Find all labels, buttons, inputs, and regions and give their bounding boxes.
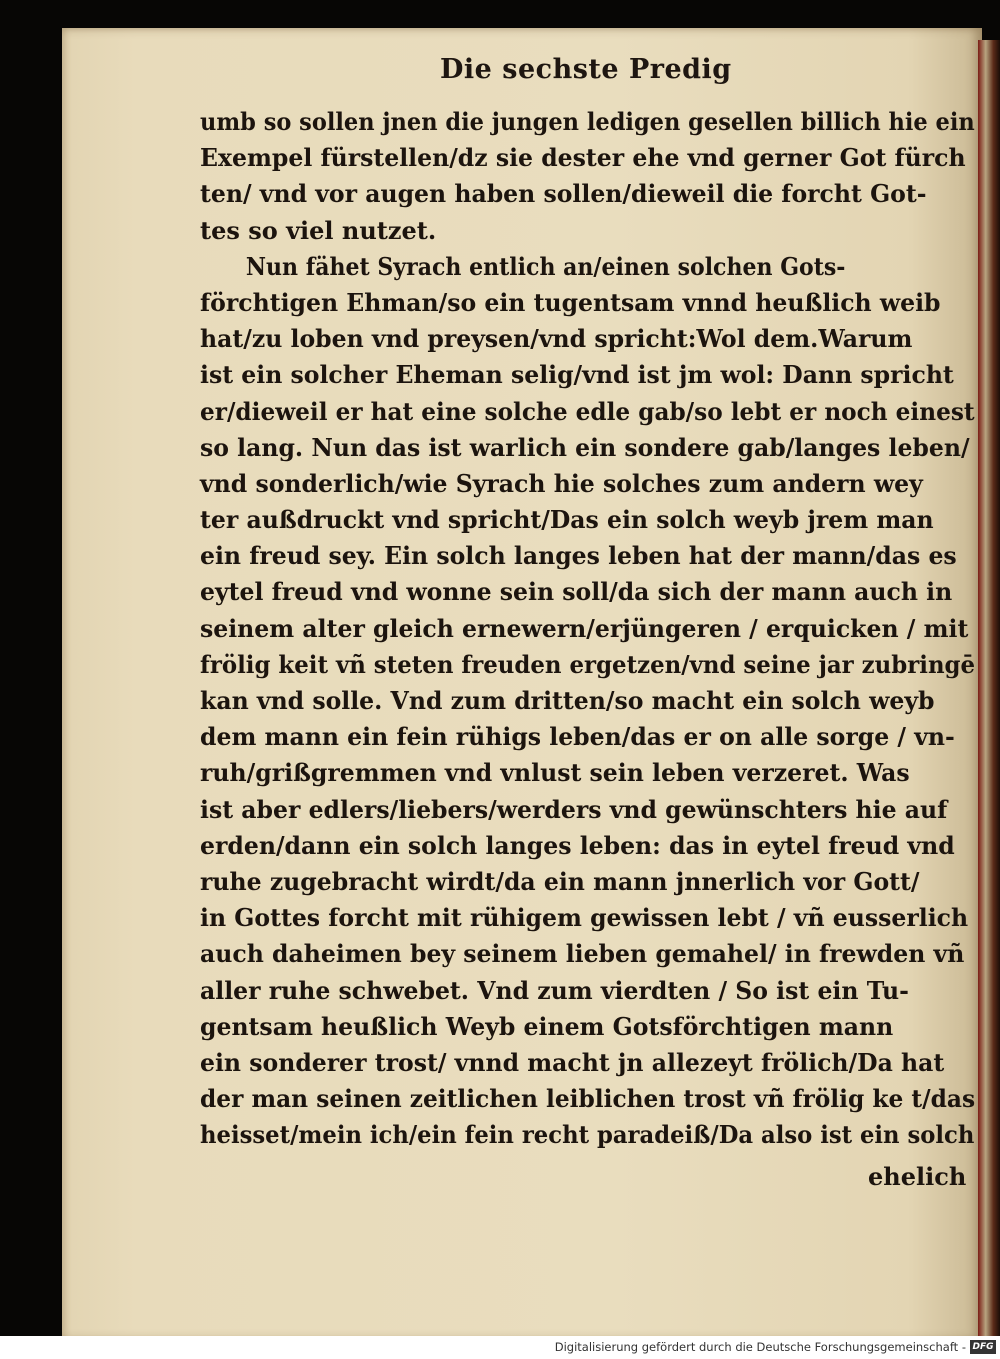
text-line: ter außdruckt vnd spricht/Das ein solch weyb jrem man	[200, 505, 934, 535]
text-line: Nun fähet Syrach entlich an/einen solchen Gots-	[245, 251, 846, 281]
text-line: seinem alter gleich ernewern/erjüngeren / erquicken / mit	[200, 613, 969, 643]
text-line: förchtigen Ehman/so ein tugentsam vnnd heußlich weib	[200, 287, 941, 317]
text-line: Exempel fürstellen/dz sie dester ehe vnd gerner Got fürch	[200, 143, 966, 173]
text-line: er/dieweil er hat eine solche edle gab/so lebt er noch einest	[200, 396, 975, 426]
footer-bar	[0, 1336, 1000, 1359]
funding-credit: Digitalisierung gefördert durch die Deutsche Forschungsgemeinschaft -	[554, 1340, 966, 1354]
text-line: in Gottes forcht mit rühigem gewissen lebt / vñ eusserlich	[200, 903, 969, 933]
text-line: aller ruhe schwebet. Vnd zum vierdten / So ist ein Tu-	[200, 975, 909, 1005]
text-line: erden/dann ein solch langes leben: das in eytel freud vnd	[200, 830, 955, 860]
text-line: kan vnd solle. Vnd zum dritten/so macht ein solch weyb	[200, 686, 935, 715]
text-line: ist ein solcher Eheman selig/vnd ist jm wol: Dann spricht	[200, 360, 954, 390]
text-line: vnd sonderlich/wie Syrach hie solches zum andern wey	[200, 468, 923, 498]
text-line: ruh/grißgremmen vnd vnlust sein leben verzeret. Was	[200, 758, 910, 788]
dfg-logo: DFG	[970, 1340, 996, 1354]
text-line: umb so sollen jnen die jungen ledigen gesellen billich hie ein	[200, 107, 975, 136]
text-line: auch daheimen bey seinem lieben gemahel/ in frewden vñ	[200, 939, 965, 969]
text-line: ruhe zugebracht wirdt/da ein mann jnnerlich vor Gott/	[200, 866, 920, 896]
text-line: ist aber edlers/liebers/werders vnd gewünschters hie auf	[200, 794, 948, 824]
text-line: dem mann ein fein rühigs leben/das er on alle sorge / vn-	[200, 722, 955, 752]
text-line: gentsam heußlich Weyb einem Gotsförchtigen mann	[200, 1011, 894, 1041]
text-line: der man seinen zeitlichen leiblichen trost vñ frölig ke t/das	[200, 1084, 976, 1114]
catchword: ehelich	[868, 1162, 967, 1191]
body-text	[200, 104, 990, 1153]
text-line: eytel freud vnd wonne sein soll/da sich der mann auch in	[200, 577, 953, 607]
text-line: ten/ vnd vor augen haben sollen/dieweil die forcht Got-	[200, 179, 927, 209]
text-line: frölig keit vñ steten freuden ergetzen/vnd seine jar zubringē	[200, 649, 976, 679]
text-line: so lang. Nun das ist warlich ein sondere gab/langes leben/	[200, 432, 970, 462]
text-line: ein freud sey. Ein solch langes leben hat der mann/das es	[200, 541, 957, 571]
text-line: hat/zu loben vnd preysen/vnd spricht:Wol dem.Warum	[200, 324, 913, 354]
text-line: ein sonderer trost/ vnnd macht jn allezeyt frölich/Da hat	[200, 1047, 945, 1077]
running-head: Die sechste Predig	[440, 54, 732, 85]
text-line: heisset/mein ich/ein fein recht paradeiß/Da also ist ein solch	[200, 1120, 975, 1150]
text-line: tes so viel nutzet.	[200, 215, 437, 245]
